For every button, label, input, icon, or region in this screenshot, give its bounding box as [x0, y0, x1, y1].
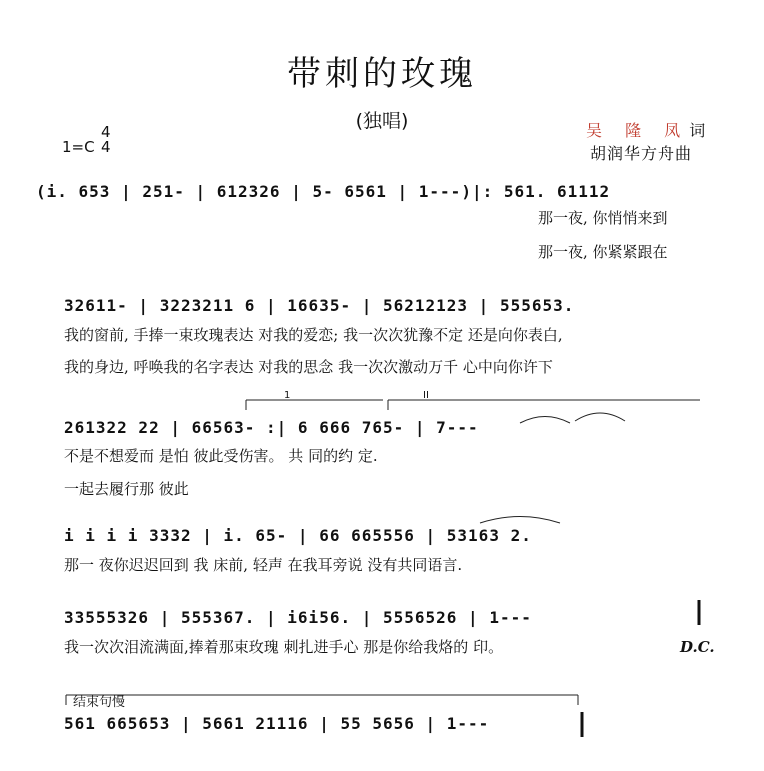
slur-c: [480, 517, 560, 524]
lyrics-row-4: 那一 夜你迟迟回到 我 床前, 轻声 在我耳旁说 没有共同语言.: [64, 556, 463, 574]
da-capo-mark: D.C.: [680, 638, 715, 656]
song-title: 带刺的玫瑰: [287, 54, 477, 94]
notation-row-4: i i i i 3332 | i. 65- | 66 665556 | 53163 2.: [64, 526, 532, 545]
lyricist-role: 词: [689, 121, 711, 140]
notation-row-6: 561 665653 | 5661 21116 | 55 5656 | 1---: [64, 714, 490, 733]
composer-credit: 胡润华方舟曲: [590, 144, 693, 163]
volta-2-label: II: [423, 390, 429, 401]
notation-row-2: 32611- | 3223211 6 | 16635- | 56212123 | 555653.: [64, 296, 575, 315]
time-signature-top: 4: [101, 123, 111, 141]
song-subtitle: (独唱): [355, 110, 409, 132]
lyrics-row-3-verse-1: 不是不想爱而 是怕 彼此受伤害。 共 同的约 定.: [64, 447, 378, 465]
notation-row-3: 261322 22 | 66563- :| 6 666 765- | 7---: [64, 418, 479, 437]
volta-1-label: 1: [284, 390, 291, 401]
notation-row-5: 33555326 | 555367. | i6i56. | 5556526 | 1---: [64, 608, 532, 627]
lyrics-row-2-verse-2: 我的身边, 呼唤我的名字表达 对我的思念 我一次次激动万千 心中向你许下: [64, 358, 553, 376]
ending-label: 结束句慢: [73, 695, 126, 710]
lyrics-row-3-verse-2: 一起去履行那 彼此: [64, 480, 189, 498]
slur-a: [520, 417, 570, 424]
lyricist-name: 吴 隆 凤: [586, 121, 690, 140]
lyrics-row-2-verse-1: 我的窗前, 手捧一束玫瑰表达 对我的爱恋; 我一次次犹豫不定 还是向你表白,: [64, 326, 563, 344]
lyrics-row-1-verse-2: 那一夜, 你紧紧跟在: [538, 243, 668, 261]
lyrics-row-1-verse-1: 那一夜, 你悄悄来到: [538, 209, 668, 227]
time-signature-bottom: 4: [101, 138, 111, 156]
key-signature: 1=C: [62, 138, 95, 156]
notation-row-1: (i. 653 | 251- | 612326 | 5- 6561 | 1---)|: 561. 61112: [36, 182, 611, 201]
lyrics-row-5: 我一次次泪流满面,捧着那束玫瑰 刺扎进手心 那是你给我烙的 印。: [64, 638, 504, 656]
slur-b: [575, 413, 625, 421]
